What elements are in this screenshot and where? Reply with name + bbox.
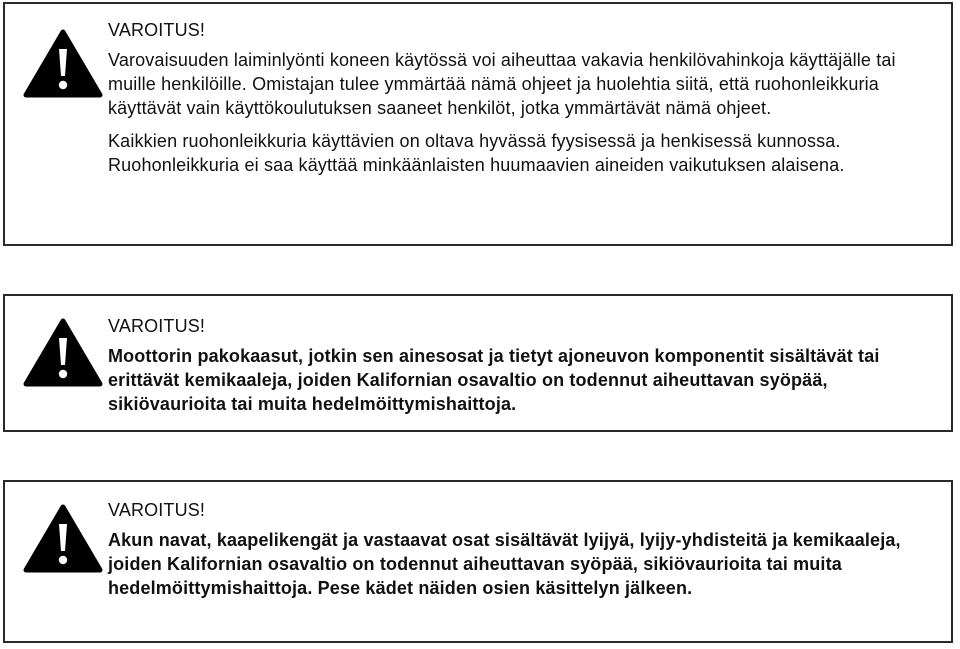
warning-box-1 — [3, 2, 953, 246]
warning-text-2 — [108, 314, 931, 425]
warning-paragraph: Kaikkien ruohonleikkuria käyttävien on oltava hyvässä fyysisessä ja henkisessä kunnossa. Ruohonleikkuria ei saa käyttää minkäänlaisten huumaavien aineiden vaikutuksen alaisena. — [108, 131, 845, 175]
warning-box-2 — [3, 294, 953, 432]
warning-paragraph: Akun navat, kaapelikengät ja vastaavat osat sisältävät lyijyä, lyijy-yhdisteitä ja kemikaaleja, joiden Kalifornian osavaltio on todennut aiheuttavan syöpää, sikiövaurioita tai muita hedelmöittymishaittoja. Pese kädet näiden osien käsittelyn jälkeen. — [108, 530, 901, 598]
warning-triangle-icon — [23, 318, 103, 388]
warning-title: VAROITUS! — [108, 500, 206, 520]
warning-triangle-icon — [23, 29, 103, 99]
warning-title: VAROITUS! — [108, 316, 206, 336]
warning-text-3 — [108, 498, 931, 609]
warning-title: VAROITUS! — [108, 20, 206, 40]
warning-text-1 — [108, 18, 931, 186]
warning-box-3 — [3, 480, 953, 643]
warning-paragraph: Moottorin pakokaasut, jotkin sen ainesosat ja tietyt ajoneuvon komponentit sisältävät tai erittävät kemikaaleja, joiden Kalifornian osavaltio on todennut aiheuttavan syöpää, sikiövaurioita tai muita hedelmöittymishaittoja. — [108, 346, 880, 414]
warning-triangle-icon — [23, 504, 103, 574]
warning-paragraph: Varovaisuuden laiminlyönti koneen käytössä voi aiheuttaa vakavia henkilövahinkoja käyttäjälle tai muille henkilöille. Omistajan tulee ymmärtää nämä ohjeet ja huolehtia siitä, että ruohonleikkuria käyttävät vain käyttökoulutuksen saaneet henkilöt, jotka ymmärtävät nämä ohjeet. — [108, 50, 896, 118]
